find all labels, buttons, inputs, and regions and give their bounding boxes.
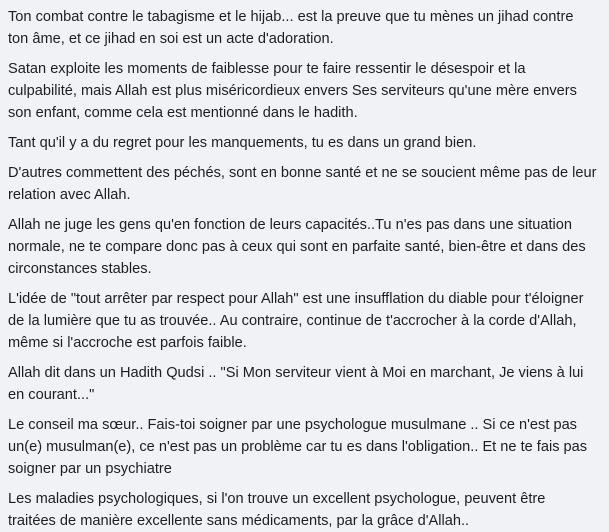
paragraph-satan: Satan exploite les moments de faiblesse pour te faire ressentir le désespoir et la culpabilité, mais Allah est plus miséricordieux envers Ses serviteurs qu'une mère envers son enfant, comme cela est mentionné dans le hadith. xyxy=(8,61,577,121)
paragraph-advice: Le conseil ma sœur.. Fais-toi soigner par une psychologue musulmane .. Si ce n'est pas un(e) musulman(e), ce n'est pas un problème car tu es dans l'obligation.. Et ne te fais pas soigner par un psychiatre xyxy=(8,417,588,477)
paragraph-hadith-qudsi: Allah dit dans un Hadith Qudsi .. "Si Mon serviteur vient à Moi en marchant, Je viens à lui en courant..." xyxy=(8,365,584,403)
paragraph-regret: Tant qu'il y a du regret pour les manquements, tu es dans un grand bien. xyxy=(8,135,477,151)
paragraph-jihad: Ton combat contre le tabagisme et le hijab... est la preuve que tu mènes un jihad contre ton âme, et ce jihad en soi est un acte d'adoration. xyxy=(8,9,574,47)
paragraph-devil: L'idée de "tout arrêter par respect pour Allah" est une insufflation du diable pour t'éloigner de la lumière que tu as trouvée.. Au contraire, continue de t'accrocher à la corde d'Allah, même si l'accroche est parfois faible. xyxy=(8,291,584,351)
paragraph-capacities: Allah ne juge les gens qu'en fonction de leurs capacités..Tu n'es pas dans une situation normale, ne te compare donc pas à ceux qui sont en parfaite santé, bien-être et dans des circonstances stables. xyxy=(8,217,586,277)
paragraph-others: D'autres commettent des péchés, sont en bonne santé et ne se soucient même pas de leur relation avec Allah. xyxy=(8,165,597,203)
paragraph-psychology: Les maladies psychologiques, si l'on trouve un excellent psychologue, peuvent être traitées de manière excellente sans médicaments, par la grâce d'Allah.. xyxy=(8,491,546,529)
